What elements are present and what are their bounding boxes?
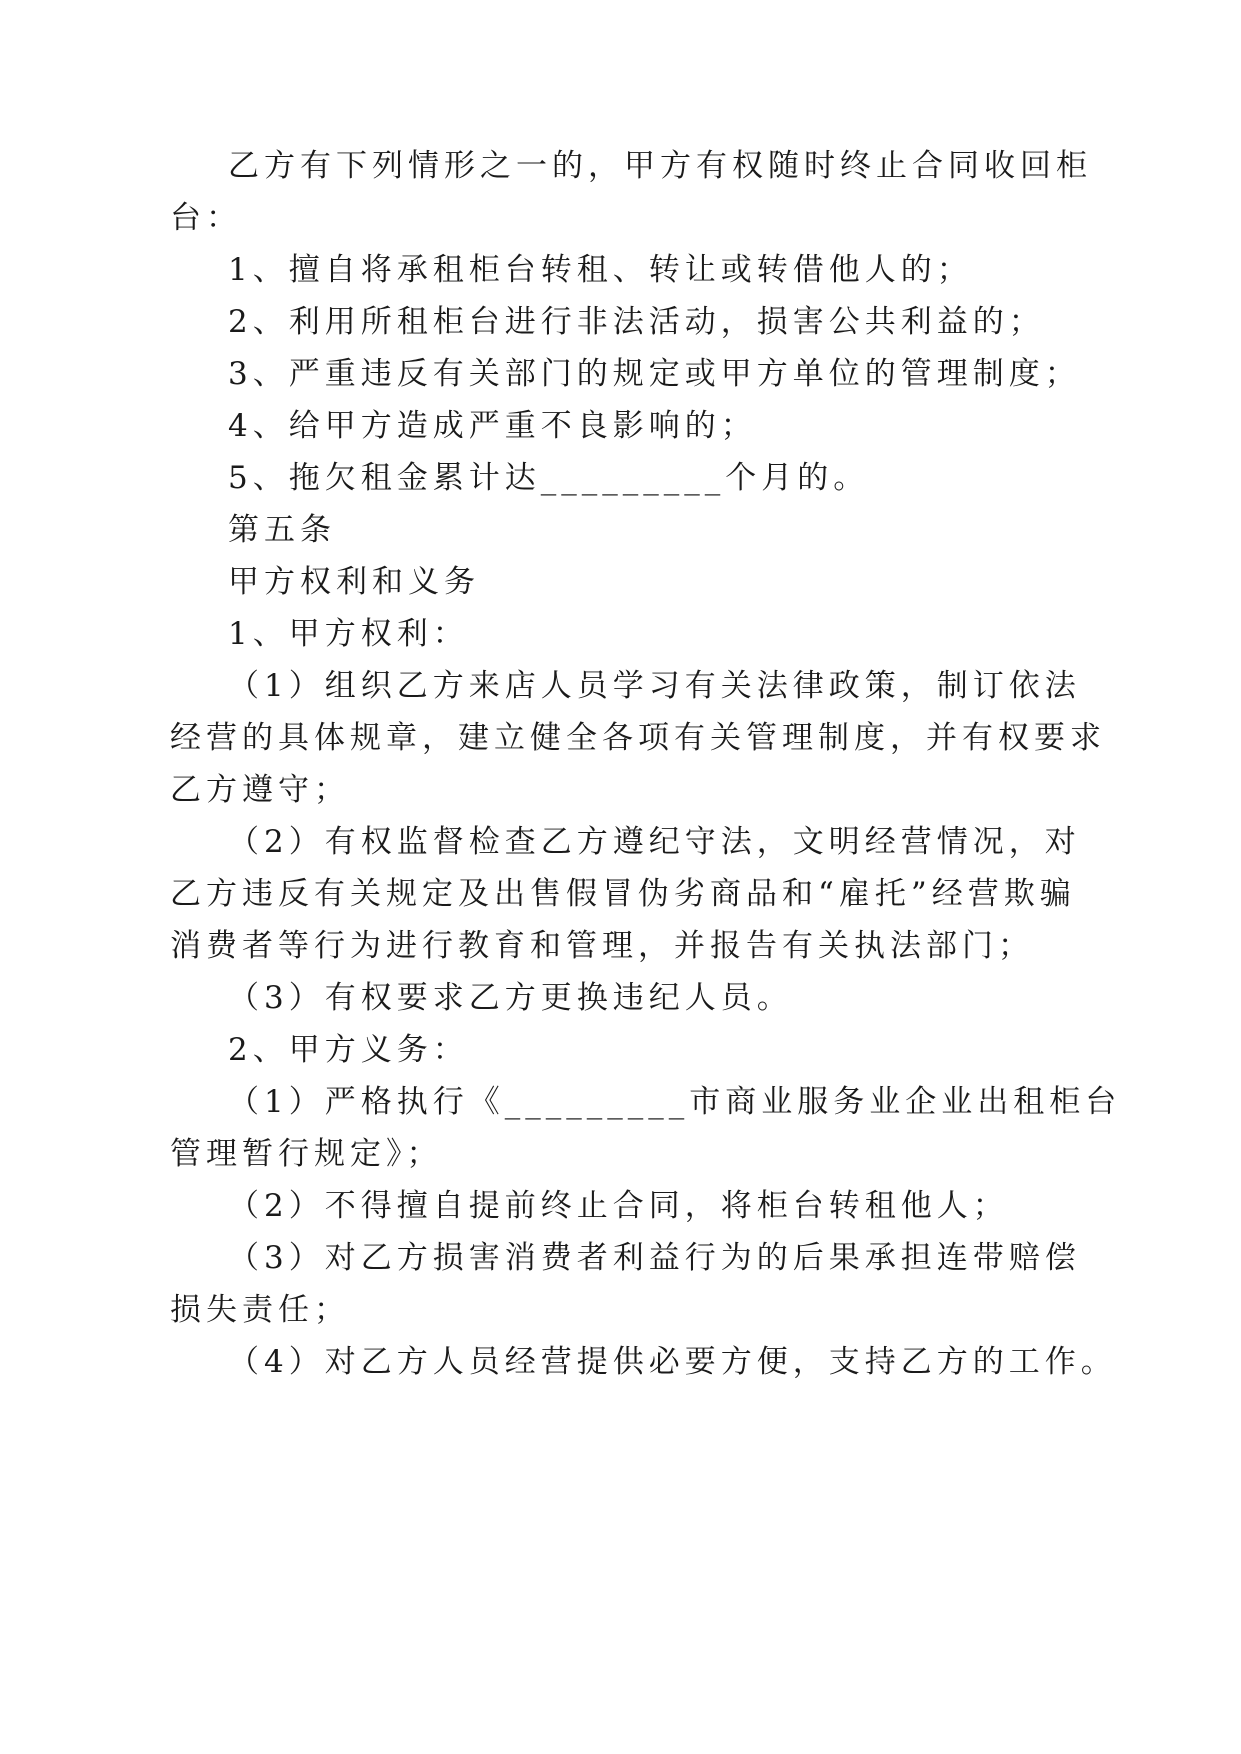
text-line: （2）不得擅自提前终止合同，将柜台转租他人； bbox=[228, 1188, 1009, 1224]
text-line: （4）对乙方人员经营提供必要方便，支持乙方的工作。 bbox=[228, 1344, 1117, 1380]
text-line: 3、严重违反有关部门的规定或甲方单位的管理制度； bbox=[228, 356, 1081, 392]
section-subheading: 甲方权利和义务 bbox=[228, 564, 480, 600]
text-line: 乙方遵守； bbox=[170, 772, 350, 808]
text-line: 管理暂行规定》； bbox=[170, 1136, 443, 1172]
text-line: （2）有权监督检查乙方遵纪守法，文明经营情况，对 bbox=[228, 824, 1081, 860]
text-line: 乙方有下列情形之一的，甲方有权随时终止合同收回柜 bbox=[228, 148, 1092, 184]
text-line: 乙方违反有关规定及出售假冒伪劣商品和“雇托”经营欺骗 bbox=[170, 876, 1076, 912]
text-line: （3）对乙方损害消费者利益行为的后果承担连带赔偿 bbox=[228, 1240, 1081, 1276]
text-line: 2、甲方义务： bbox=[228, 1032, 469, 1068]
text-line: 1、甲方权利： bbox=[228, 616, 469, 652]
text-line: 损失责任； bbox=[170, 1292, 350, 1328]
text-line: 台： bbox=[170, 200, 242, 236]
text-line: 5、拖欠租金累计达_________个月的。 bbox=[228, 460, 870, 496]
text-line: （3）有权要求乙方更换违纪人员。 bbox=[228, 980, 793, 1016]
text-line: 1、擅自将承租柜台转租、转让或转借他人的； bbox=[228, 252, 973, 288]
text-line: 4、给甲方造成严重不良影响的； bbox=[228, 408, 757, 444]
text-line: 2、利用所租柜台进行非法活动，损害公共利益的； bbox=[228, 304, 1045, 340]
text-line: （1）严格执行《_________市商业服务业企业出租柜台 bbox=[228, 1084, 1122, 1120]
section-heading: 第五条 bbox=[228, 512, 336, 548]
text-line: 经营的具体规章，建立健全各项有关管理制度，并有权要求 bbox=[170, 720, 1106, 756]
text-line: （1）组织乙方来店人员学习有关法律政策，制订依法 bbox=[228, 668, 1081, 704]
text-line: 消费者等行为进行教育和管理，并报告有关执法部门； bbox=[170, 928, 1034, 964]
